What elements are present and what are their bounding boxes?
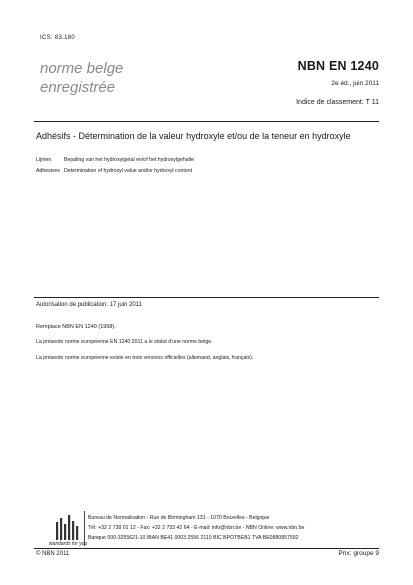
- classification-index: Indice de classement: T 11: [296, 99, 379, 106]
- footer-divider: [34, 548, 379, 549]
- document-type-line2: enregistrée: [40, 79, 116, 96]
- ics-code: ICS: 83.180: [40, 35, 75, 41]
- title-french: Adhésifs - Détermination de la valeur hydroxyle et/ou de la teneur en hydroxyle: [36, 131, 351, 141]
- edition-date: 2e éd., juin 2011: [331, 80, 379, 87]
- status-note: La présente norme européenne EN 1240:2011 a le statut d'une norme belge.: [36, 339, 213, 345]
- header-divider: [34, 121, 379, 122]
- publication-authorisation: Autorisation de publication: 17 juin 2011: [36, 302, 142, 308]
- title-english: [36, 168, 192, 174]
- address-line-1: Bureau de Normalisation - Rue de Birmingham 131 - 1070 Bruxelles - Belgique: [88, 515, 270, 521]
- document-type: [40, 59, 123, 97]
- title-dutch-lang: Lijmen: [36, 157, 52, 163]
- document-type-line1: norme belge: [40, 60, 124, 77]
- versions-note: La présente norme européenne existe en trois versions officielles (allemand, anglais, français).: [36, 355, 254, 361]
- address-line-2: Tél: +32 2 738 01 12 - Fax: +32 2 733 42 64 - E-mail: info@nbn.be - NBN Online: www.nbn.be: [88, 525, 305, 531]
- standard-number: NBN EN 1240: [297, 59, 379, 73]
- address-line-3: Banque 000-3255621-10 IBAN BE41 0003 2556 2110 BIC BPOTBEB1 TVA BE0880857592: [88, 535, 299, 541]
- replaces-note: Remplace NBN EN 1240 (1998).: [36, 324, 116, 330]
- price-group: Prix: groupe 9: [338, 550, 379, 557]
- title-dutch: [36, 157, 194, 163]
- title-dutch-text: Bepaling van het hydroxylgetal en/of het hydroxylgehalte: [64, 157, 195, 163]
- nbn-logo-icon: [54, 512, 80, 540]
- copyright: © NBN 2011: [36, 551, 70, 557]
- title-english-text: Determination of hydroxyl value and/or hydroxyl content: [64, 168, 193, 174]
- logo-caption: standards for you: [48, 541, 88, 547]
- body-divider: [34, 297, 379, 298]
- title-english-lang: Adhesives: [36, 168, 60, 174]
- footer-vertical-divider: [84, 511, 85, 546]
